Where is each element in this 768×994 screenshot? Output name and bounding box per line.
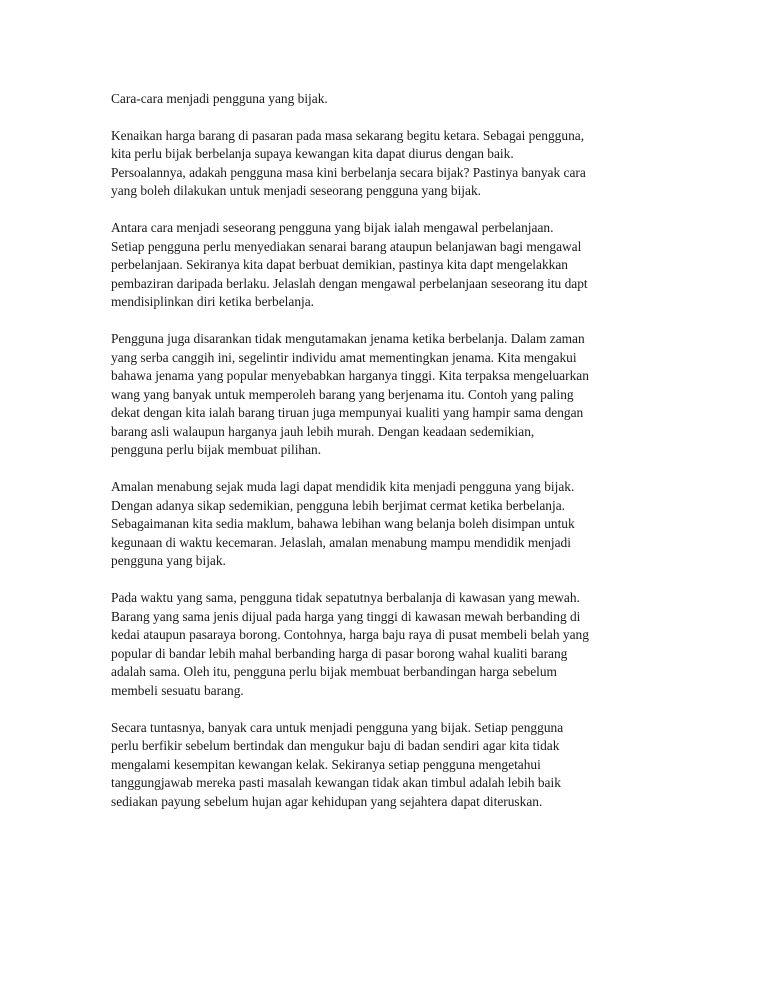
paragraph-line: bahawa jenama yang popular menyebabkan harganya tinggi. Kita terpaksa mengeluarkan xyxy=(111,368,589,383)
paragraph-1 xyxy=(111,127,671,201)
paragraph-line: popular di bandar lebih mahal berbanding harga di pasar borong wahal kualiti barang xyxy=(111,645,568,661)
paragraph-line: Dengan adanya sikap sedemikian, pengguna lebih berjimat cermat ketika berbelanja. xyxy=(111,497,565,513)
paragraph-line: kita perlu bijak berbelanja supaya kewangan kita dapat diurus dengan baik. xyxy=(111,146,514,161)
paragraph-line: wang yang banyak untuk memperoleh barang yang berjenama itu. Contoh yang paling xyxy=(111,386,574,402)
paragraph-line: Antara cara menjadi seseorang pengguna yang bijak ialah mengawal perbelanjaan. xyxy=(111,220,554,235)
paragraph-line: membeli sesuatu barang. xyxy=(111,682,244,698)
paragraph-line: Persoalannya, adakah pengguna masa kini berbelanja secara bijak? Pastinya banyak cara xyxy=(111,164,586,180)
paragraph-line: adalah sama. Oleh itu, pengguna perlu bijak membuat berbandingan harga sebelum xyxy=(111,664,557,679)
paragraph-line: sediakan payung sebelum hujan agar kehidupan yang sejahtera dapat diteruskan. xyxy=(111,793,543,809)
paragraph-line: kegunaan di waktu kecemaran. Jelaslah, amalan menabung mampu mendidik menjadi xyxy=(111,534,571,550)
paragraph-line: Secara tuntasnya, banyak cara untuk menjadi pengguna yang bijak. Setiap pengguna xyxy=(111,719,564,735)
paragraph-line: Barang yang sama jenis dijual pada harga yang tinggi di kawasan mewah berbanding di xyxy=(111,608,581,624)
document-body xyxy=(111,90,671,830)
paragraph-line: dekat dengan kita ialah barang tiruan juga mempunyai kualiti yang hampir sama dengan xyxy=(111,405,584,420)
paragraph-6 xyxy=(111,719,671,812)
paragraph-line: tanggungjawab mereka pasti masalah kewangan tidak akan timbul adalah lebih baik xyxy=(111,775,561,790)
paragraph-5 xyxy=(111,589,671,700)
paragraph-line: Amalan menabung sejak muda lagi dapat mendidik kita menjadi pengguna yang bijak. xyxy=(111,479,575,494)
paragraph-line: perlu berfikir sebelum bertindak dan mengukur baju di badan sendiri agar kita tidak xyxy=(111,738,560,753)
paragraph-line: mengalami kesempitan kewangan kelak. Sekiranya setiap pengguna mengetahui xyxy=(111,756,541,772)
paragraph-3 xyxy=(111,330,671,460)
paragraph-line: yang boleh dilakukan untuk menjadi seseorang pengguna yang bijak. xyxy=(111,183,482,198)
paragraph-line: yang serba canggih ini, segelintir individu amat mementingkan jenama. Kita mengakui xyxy=(111,349,577,365)
paragraph-line: Setiap pengguna perlu menyediakan senarai barang ataupun belanjawan bagi mengawal xyxy=(111,238,582,254)
paragraph-line: mendisiplinkan diri ketika berbelanja. xyxy=(111,294,315,309)
paragraph-line: Pada waktu yang sama, pengguna tidak sepatutnya berbalanja di kawasan yang mewah. xyxy=(111,590,580,605)
paragraph-line: Pengguna juga disarankan tidak mengutamakan jenama ketika berbelanja. Dalam zaman xyxy=(111,331,585,346)
paragraph-line: pembaziran daripada berlaku. Jelaslah dengan mengawal perbelanjaan seseorang itu dapt xyxy=(111,275,588,291)
paragraph-line: kedai ataupun pasaraya borong. Contohnya, harga baju raya di pusat membeli belah yang xyxy=(111,627,589,642)
paragraph-line: pengguna yang bijak. xyxy=(111,553,226,568)
paragraph-2 xyxy=(111,219,671,312)
paragraph-4 xyxy=(111,478,671,571)
paragraph-line: pengguna perlu bijak membuat pilihan. xyxy=(111,442,322,457)
paragraph-line: Sebagaimanan kita sedia maklum, bahawa lebihan wang belanja boleh disimpan untuk xyxy=(111,516,575,531)
paragraph-line: barang asli walaupun harganya jauh lebih murah. Dengan keadaan sedemikian, xyxy=(111,423,535,439)
document-title: Cara-cara menjadi pengguna yang bijak. xyxy=(111,91,328,106)
paragraph-line: Kenaikan harga barang di pasaran pada masa sekarang begitu ketara. Sebagai pengguna, xyxy=(111,127,585,143)
paragraph-line: perbelanjaan. Sekiranya kita dapat berbuat demikian, pastinya kita dapt mengelakkan xyxy=(111,257,568,272)
